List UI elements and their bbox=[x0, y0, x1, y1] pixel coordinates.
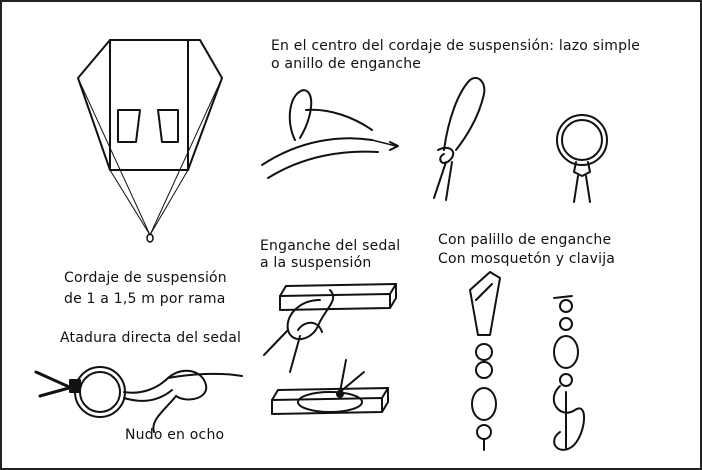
top-heading-line2: o anillo de enganche bbox=[271, 56, 422, 72]
enganche-line2: a la suspensión bbox=[260, 255, 372, 271]
swivel-with-pin bbox=[554, 296, 584, 450]
figure-eight-knot bbox=[124, 371, 242, 432]
atadura-label: Atadura directa del sedal bbox=[60, 330, 242, 346]
tied-simple-loop bbox=[434, 78, 484, 200]
kite-drawing bbox=[78, 40, 222, 242]
bar-with-hitch bbox=[264, 284, 396, 372]
enganche-line1: Enganche del sedal bbox=[260, 238, 401, 254]
cordaje-line2: de 1 a 1,5 m por rama bbox=[64, 291, 226, 307]
top-heading-line1: En el centro del cordaje de suspensión: lazo simple bbox=[271, 38, 641, 54]
attachment-ring bbox=[557, 115, 607, 202]
carabiner-swivel bbox=[470, 272, 500, 450]
nudo-label: Nudo en ocho bbox=[125, 427, 225, 443]
palillo-line2: Con mosquetón y clavija bbox=[438, 251, 616, 267]
simple-loop-forming bbox=[262, 90, 398, 178]
direct-attachment-ring bbox=[36, 367, 125, 417]
palillo-line1: Con palillo de enganche bbox=[438, 232, 612, 248]
bar-with-ring bbox=[272, 360, 388, 414]
cordaje-line1: Cordaje de suspensión bbox=[64, 270, 227, 286]
